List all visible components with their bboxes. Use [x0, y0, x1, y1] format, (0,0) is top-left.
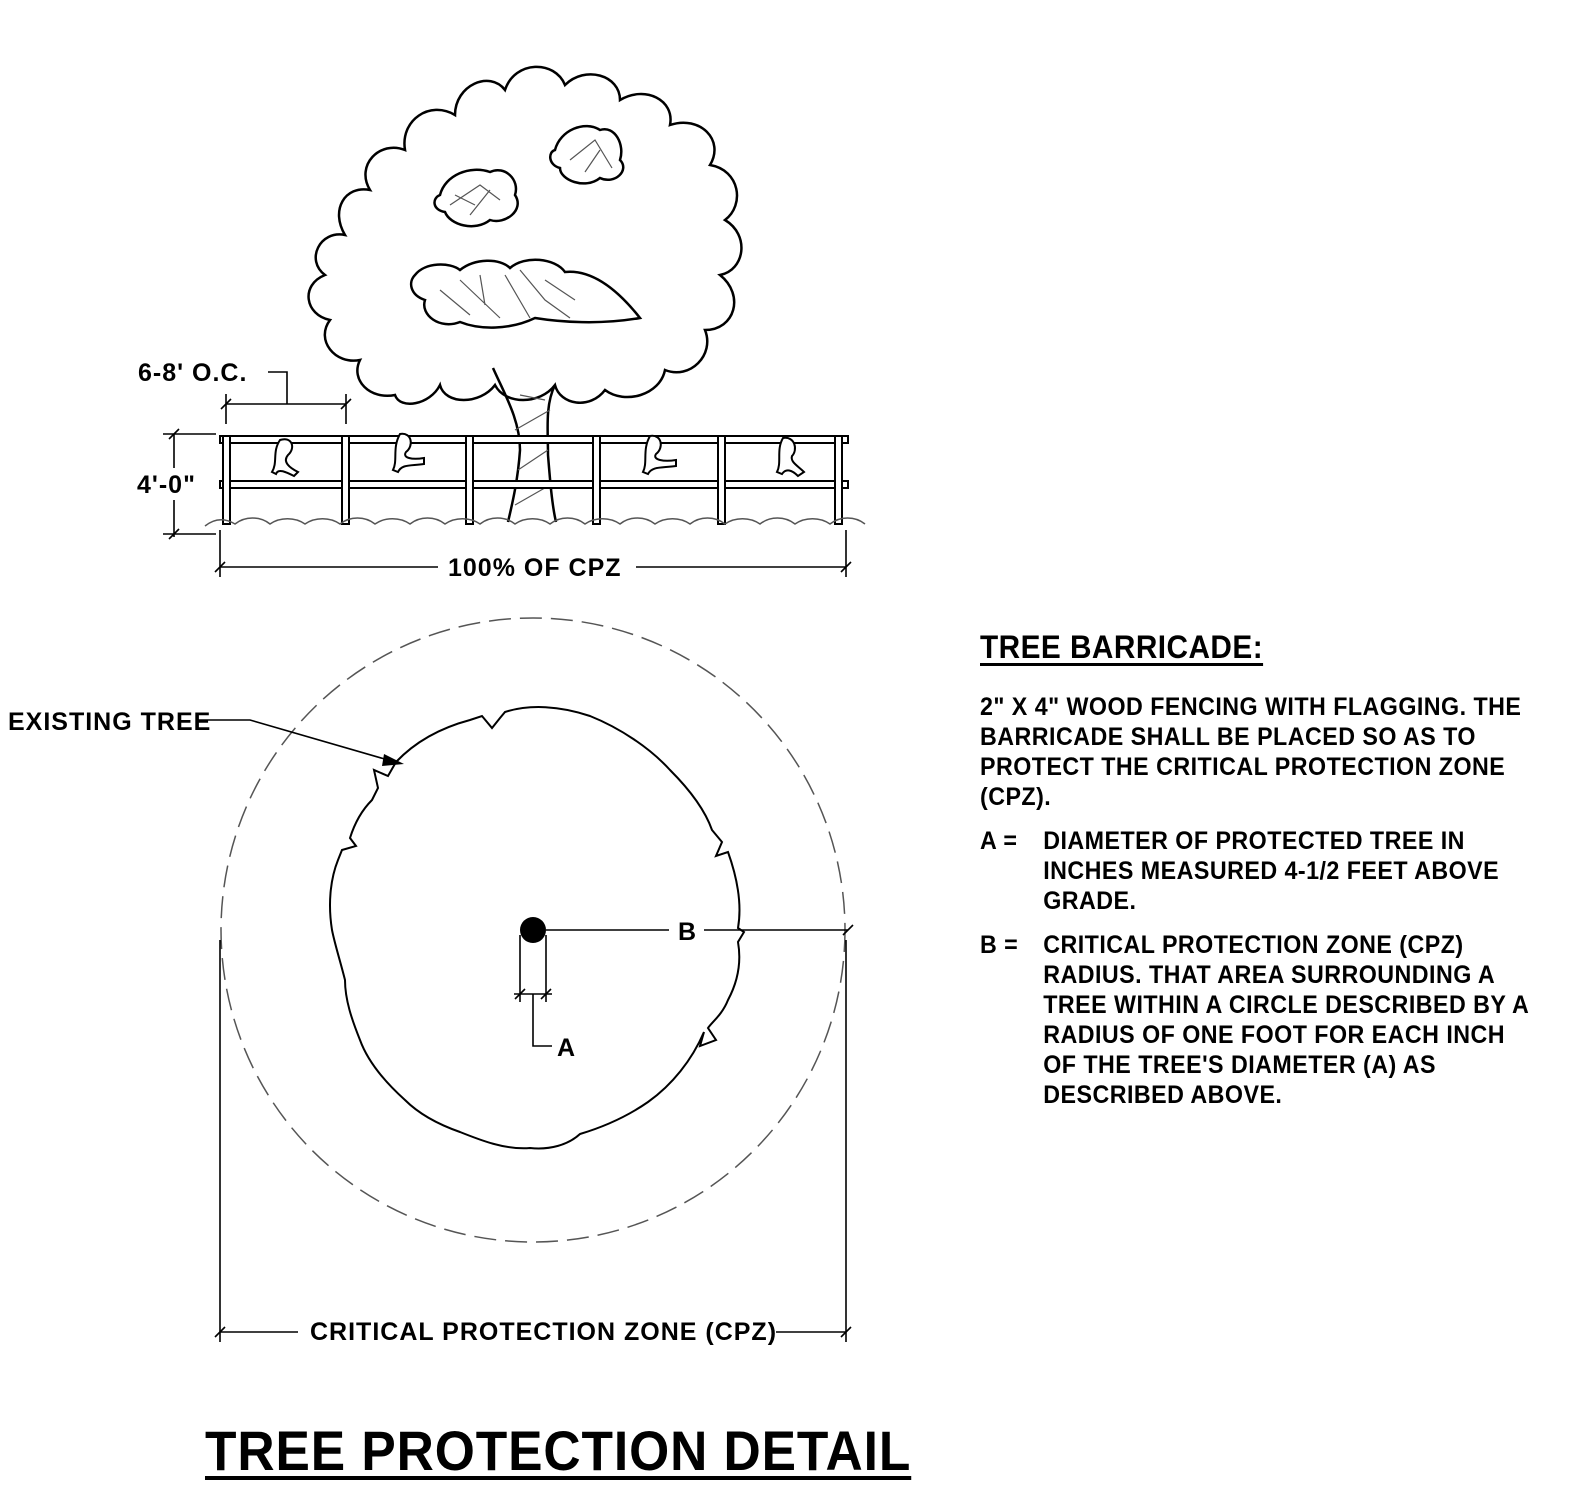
label-b: B	[678, 918, 698, 946]
cpz-label: CRITICAL PROTECTION ZONE (CPZ)	[310, 1318, 778, 1346]
definition-b	[980, 930, 1529, 1110]
fence-bottom-rail	[220, 481, 848, 488]
spacing-label: 6-8' O.C.	[138, 359, 248, 387]
fence-post	[342, 436, 349, 524]
diameter-a-dimension	[514, 935, 552, 1046]
notes-paragraph: 2" X 4" WOOD FENCING WITH FLAGGING. THE BARRICADE SHALL BE PLACED SO AS TO PROTECT THE CRITICAL PROTECTION ZONE (CPZ).	[980, 693, 1529, 811]
width-label: 100% OF CPZ	[448, 554, 622, 582]
flag-icon	[272, 439, 298, 476]
definition-a-key: A =	[980, 827, 1018, 855]
ground-line	[205, 518, 865, 526]
elevation-view	[137, 67, 865, 582]
fence-post	[223, 436, 230, 524]
label-a: A	[557, 1034, 577, 1062]
definition-b-text: CRITICAL PROTECTION ZONE (CPZ) RADIUS. THAT AREA SURROUNDING A TREE WITHIN A CIRCLE DESCRIBED BY A RADIUS OF ONE FOOT FOR EACH INCH OF THE TREE'S DIAMETER (A) AS DESCRIBED ABOVE.	[1043, 931, 1529, 1109]
fence-post	[593, 436, 600, 524]
definition-a	[980, 826, 1529, 916]
trunk-center-dot	[520, 917, 546, 943]
notes-title: TREE BARRICADE:	[980, 629, 1264, 665]
height-label: 4'-0"	[137, 471, 196, 499]
plan-view	[8, 618, 853, 1346]
definition-a-text: DIAMETER OF PROTECTED TREE IN INCHES MEASURED 4-1/2 FEET ABOVE GRADE.	[1043, 827, 1500, 915]
fence-post	[466, 436, 473, 524]
fence-post	[835, 436, 842, 524]
definition-b-key: B =	[980, 931, 1019, 959]
fence-post	[718, 436, 725, 524]
tree-canopy-icon	[309, 67, 742, 404]
detail-title: TREE PROTECTION DETAIL	[205, 1419, 912, 1482]
tree-barricade-notes	[980, 629, 1529, 1124]
radius-b-dimension	[546, 925, 853, 935]
existing-tree-label: EXISTING TREE	[8, 708, 212, 736]
fence-top-rail	[220, 436, 848, 443]
existing-tree-leader	[198, 720, 404, 766]
